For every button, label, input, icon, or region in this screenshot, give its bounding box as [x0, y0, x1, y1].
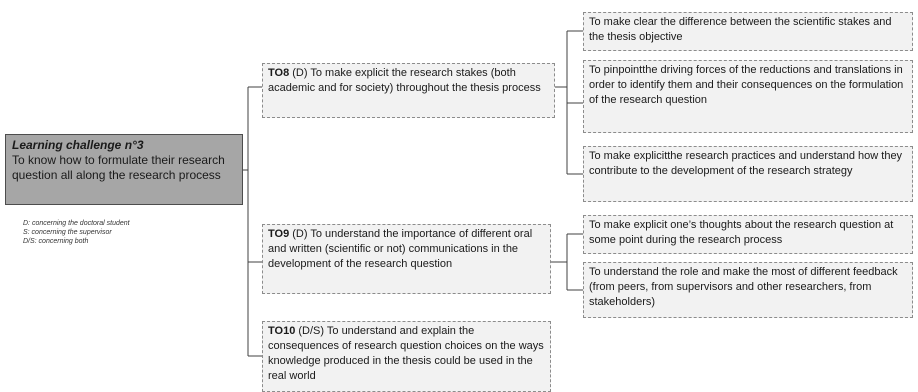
objective-code: TO9: [268, 228, 290, 240]
learning-challenge-box: [5, 134, 243, 205]
legend-item-ds: D/S: concerning both: [23, 238, 89, 245]
learning-challenge-text: To know how to formulate their research question all along the research process: [12, 153, 225, 182]
objective-to9: [262, 224, 551, 294]
objective-to10: [262, 321, 551, 392]
objective-code: TO10: [268, 325, 296, 337]
objective-text: (D) To make explicit the research stakes (both academic and for society) throughout the thesis process: [268, 67, 541, 94]
objective-code: TO8: [268, 67, 290, 79]
legend-item-s: S: concerning the supervisor: [23, 229, 112, 236]
objective-to8: [262, 63, 555, 118]
learning-challenge-title: Learning challenge n°3: [12, 138, 144, 152]
sub-objective-to8-1: To make clear the difference between the scientific stakes and the thesis objective: [583, 12, 913, 51]
legend: [23, 219, 130, 246]
sub-objective-to9-2: To understand the role and make the most of different feedback (from peers, from supervisors and other researchers, from stakeholders): [583, 262, 913, 318]
legend-item-d: D: concerning the doctoral student: [23, 220, 130, 227]
sub-objective-to8-3: To make explicitthe research practices and understand how they contribute to the development of the research strategy: [583, 146, 913, 202]
objective-text: (D/S) To understand and explain the consequences of research question choices on the ways knowledge produced in the thesis could be used in the real world: [268, 325, 544, 382]
sub-objective-to9-1: To make explicit one’s thoughts about the research question at some point during the research process: [583, 215, 913, 254]
objective-text: (D) To understand the importance of different oral and written (scientific or not) communications in the development of the research question: [268, 228, 533, 270]
sub-objective-to8-2: To pinpointthe driving forces of the reductions and translations in order to identify them and their consequences on the formulation of the research question: [583, 60, 913, 133]
